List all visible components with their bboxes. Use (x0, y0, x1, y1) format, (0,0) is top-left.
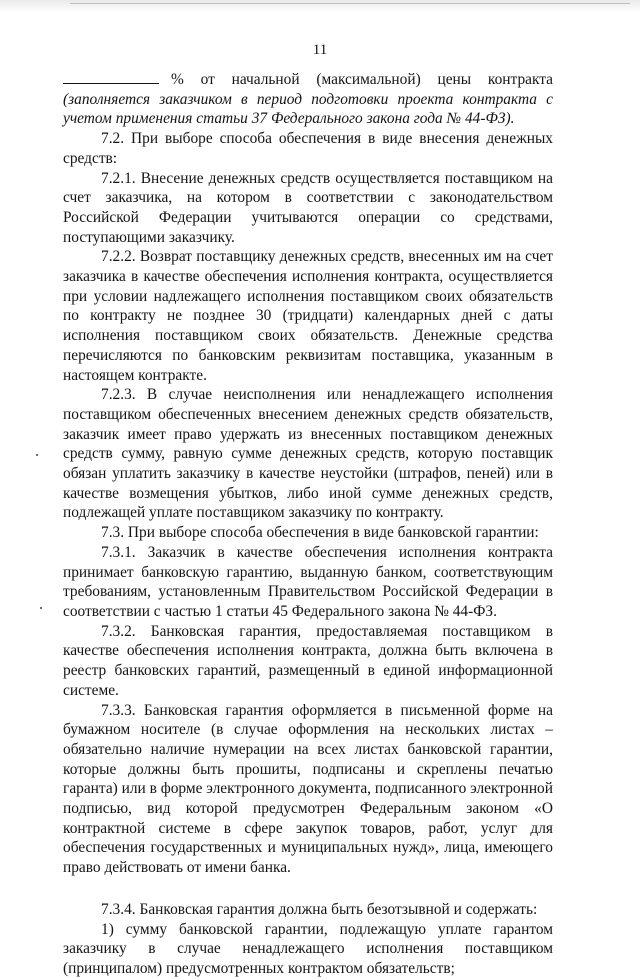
clause-7-3: 7.3. При выборе способа обеспечения в виде банковской гарантии: (101, 524, 539, 542)
clause-7-2: 7.2. При выборе способа обеспечения в виде внесения денежных средств: (63, 130, 553, 167)
first-line (63, 70, 553, 90)
first-line-text: % от начальной (максимальной) цены контракта (171, 71, 553, 88)
fill-in-blank (63, 71, 159, 84)
scan-speck (40, 607, 42, 609)
list-item-1: 1) сумму банковской гарантии, подлежащую уплате гарантом заказчику в случае ненадлежащего исполнения поставщиком (принципалом) предусмотренных контрактом обязательств; (63, 920, 553, 977)
clause-7-3-1: 7.3.1. Заказчик в качестве обеспечения исполнения контракта принимает банковскую гарантию, выданную банком, соответствующим требованиям, установленным Правительством Российской Федерации в соответствии с частью 1 статьи 45 Федерального закона № 44-ФЗ. (63, 543, 553, 620)
clause-7-2-2: 7.2.2. Возврат поставщику денежных средств, внесенных им на счет заказчика в качестве обеспечения исполнения контракта, осуществляется при условии надлежащего исполнения поставщиком своих обязательств по контракту не позднее 30 (тридцати) календарных дней с даты исполнения поставщиком своих обязательств. Денежные средства перечисляются по банковским реквизитам поставщика, указанным в настоящем контракте. (63, 248, 553, 384)
clause-7-3-2: 7.3.2. Банковская гарантия, предоставляемая поставщиком в качестве обеспечения исполнения контракта, должна быть включена в реестр банковских гарантий, размещенный в единой информационной системе. (63, 622, 553, 699)
clause-7-2-1: 7.2.1. Внесение денежных средств осуществляется поставщиком на счет заказчика, на котором в соответствии с законодательством Российской Федерации учитываются операции со средствами, поступающими заказчику. (63, 169, 553, 246)
scan-shadow (0, 0, 640, 12)
document-body (63, 70, 553, 979)
page-number: 11 (312, 42, 328, 58)
clause-7-3-4: 7.3.4. Банковская гарантия должна быть безотзывной и содержать: (101, 900, 538, 918)
clause-7-2-3: 7.2.3. В случае неисполнения или ненадлежащего исполнения поставщиком обеспеченных внесением денежных средств обязательств, заказчик имеет право удержать из внесенных поставщиком денежных средств сумму, равную сумме денежных средств, которую поставщик обязан уплатить заказчику в качестве неустойки (штрафов, пеней) или в качестве возмещения убытков, либо иной сумме денежных средств, подлежащей уплате поставщиком заказчику по контракту. (63, 386, 553, 522)
italic-note: (заполняется заказчиком в период подготовки проекта контракта с учетом применения статьи 37 Федерального закона года № 44-ФЗ). (63, 90, 553, 128)
paragraph-gap (63, 878, 553, 900)
scan-speck (36, 454, 38, 456)
scan-edge-line (70, 3, 630, 4)
clause-7-3-3: 7.3.3. Банковская гарантия оформляется в письменной форме на бумажном носителе (в случае оформления на нескольких листах – обязательно наличие нумерации на всех листах банковской гарантии, которые должны быть прошиты, подписаны и скреплены печатью гаранта) или в форме электронного документа, подписанного электронной подписью, вид которой предусмотрен Федеральным законом «О контрактной системе в сфере закупок товаров, работ, услуг для обеспечения государственных и муниципальных нужд», лица, имеющего право действовать от имени банка. (63, 701, 553, 877)
